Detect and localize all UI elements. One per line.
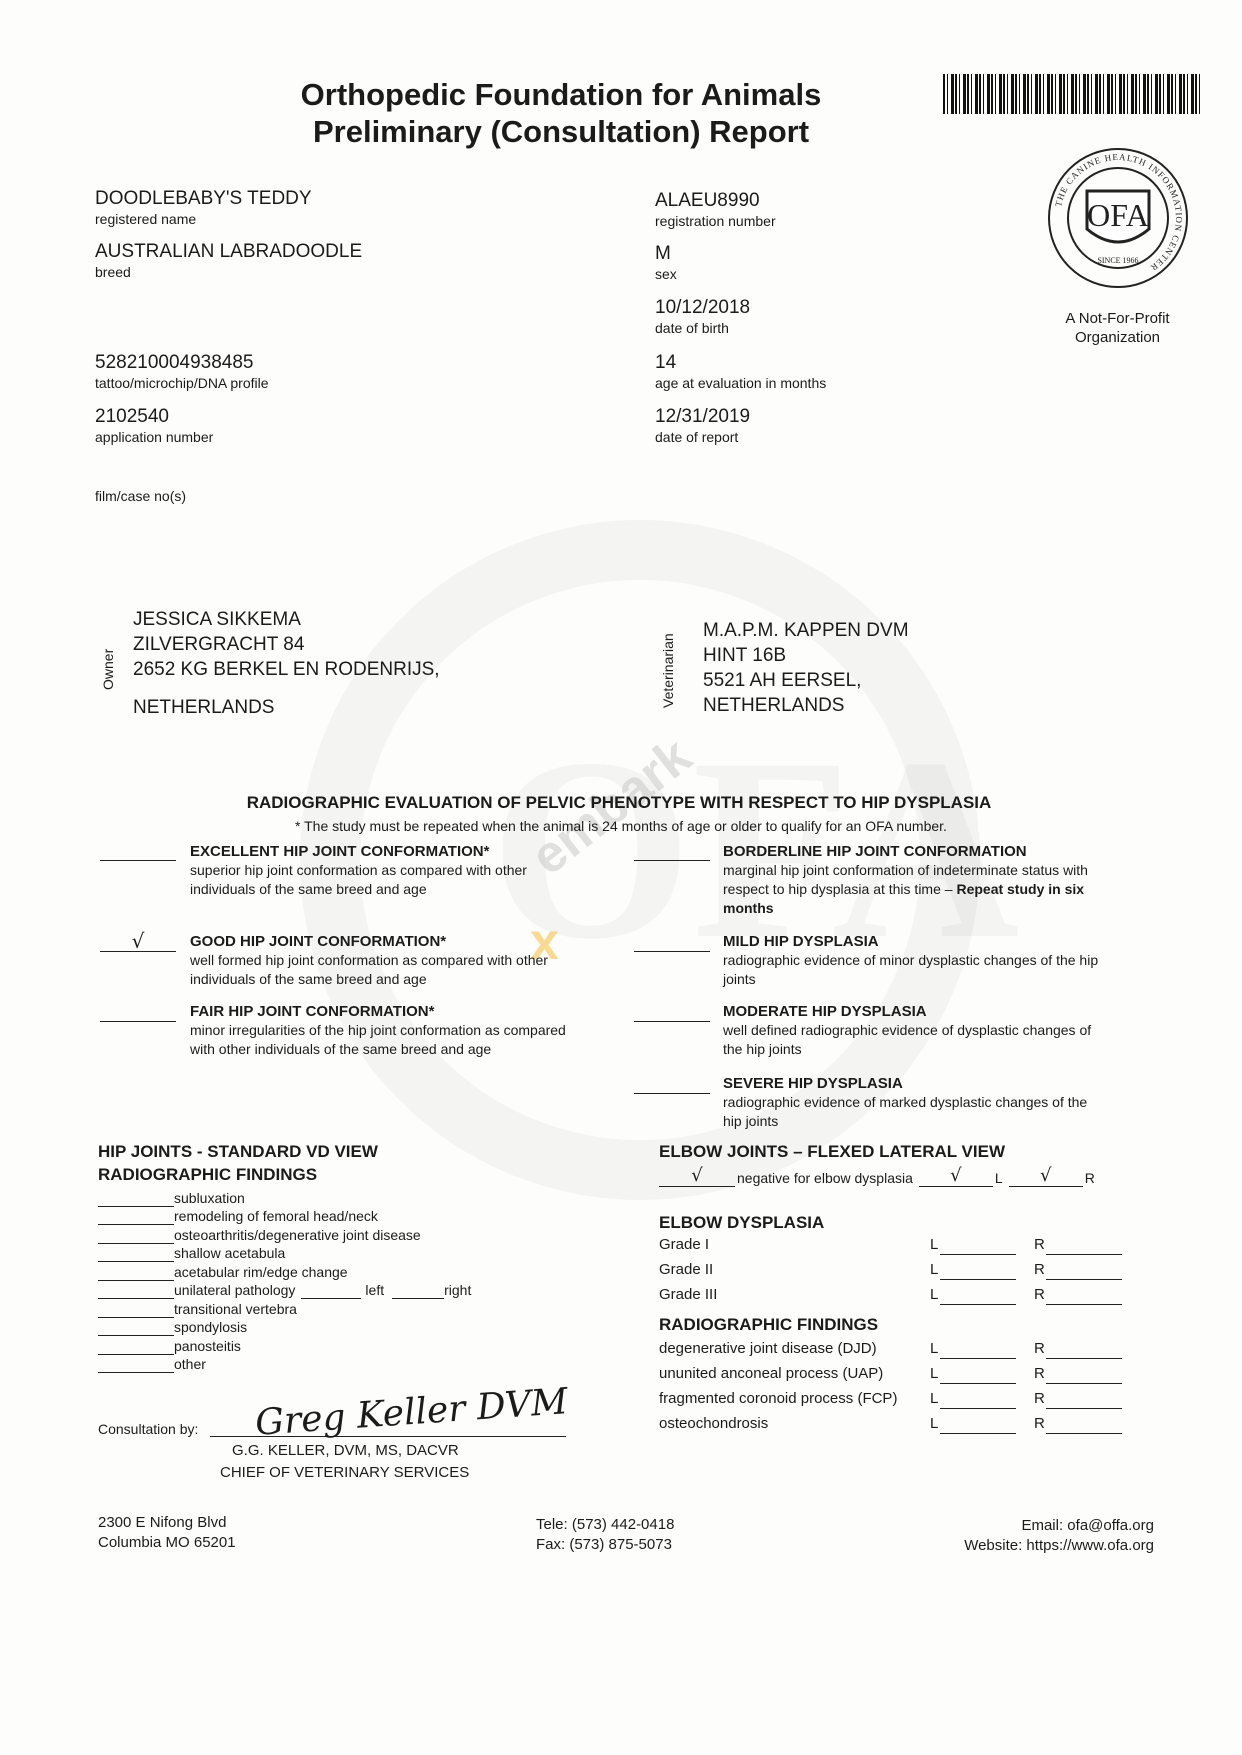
elbow-negative-mark: √ (659, 1168, 735, 1187)
elbow-findings-title: RADIOGRAPHIC FINDINGS (659, 1315, 879, 1334)
consult-name: G.G. KELLER, DVM, MS, DACVR (232, 1442, 459, 1459)
owner-vertical-label: Owner (100, 648, 116, 690)
footer-addr1: 2300 E Nifong Blvd (98, 1514, 227, 1531)
elbow-grade-row-l-label: L (930, 1261, 939, 1278)
borderline-desc2-text: respect to hip dysplasia at this time – (723, 881, 957, 897)
borderline-desc1: marginal hip joint conformation of indeterminate status with (723, 862, 1088, 878)
footer-tel: Tele: (573) 442-0418 (536, 1516, 675, 1533)
elbow-grade-row-label: Grade III (659, 1286, 718, 1303)
option-mild (723, 933, 1153, 989)
fair-title: FAIR HIP JOINT CONFORMATION* (190, 1003, 435, 1020)
unilateral-left-label: left (365, 1282, 385, 1298)
fair-desc1: minor irregularities of the hip joint conformation as compared (190, 1022, 566, 1038)
borderline-desc2 (723, 880, 1153, 899)
dob-label: date of birth (655, 320, 729, 336)
consult-role: CHIEF OF VETERINARY SERVICES (220, 1464, 470, 1481)
elbow-finding-row-label: degenerative joint disease (DJD) (659, 1340, 877, 1357)
elbow-grade-row-l-blank (940, 1263, 1016, 1280)
elbow-grade-row-r-blank (1046, 1238, 1122, 1255)
elbow-grade-row-l-blank (940, 1238, 1016, 1255)
mild-desc1: radiographic evidence of minor dysplastic changes of the hip (723, 952, 1099, 968)
elbow-l-label: L (994, 1170, 1003, 1186)
vet-line1: M.A.P.M. KAPPEN DVM (703, 620, 909, 641)
elbow-finding-row (659, 1415, 1129, 1440)
elbow-grade-row-r-label: R (1034, 1286, 1045, 1303)
elbow-title: ELBOW JOINTS – FLEXED LATERAL VIEW (659, 1142, 1006, 1161)
elbow-grade-row (659, 1261, 1129, 1286)
elbow-grades (659, 1236, 1129, 1311)
hip-finding-row (98, 1207, 618, 1226)
evaluation-note: * The study must be repeated when the animal is 24 months of age or older to qualify for an OFA number. (295, 818, 947, 834)
registration-number-label: registration number (655, 213, 776, 229)
option-good (190, 933, 620, 989)
elbow-finding-row-label: osteochondrosis (659, 1415, 769, 1432)
seal-since-text: SINCE 1966 (1097, 256, 1139, 265)
elbow-finding-row-r-blank (1046, 1392, 1122, 1409)
elbow-grade-row-r-label: R (1034, 1261, 1045, 1278)
elbow-grade-row-r-label: R (1034, 1236, 1045, 1253)
severe-desc1: radiographic evidence of marked dysplastic changes of the (723, 1094, 1088, 1110)
seal-center-text: OFA (1087, 197, 1149, 233)
vet-line2: HINT 16B (703, 645, 787, 666)
option-fair (190, 1003, 620, 1059)
moderate-desc1: well defined radiographic evidence of dysplastic changes of (723, 1022, 1092, 1038)
elbow-finding-row-l-label: L (930, 1340, 939, 1357)
microchip-label: tattoo/microchip/DNA profile (95, 375, 269, 391)
excellent-desc2: individuals of the same breed and age (190, 881, 427, 897)
borderline-title: BORDERLINE HIP JOINT CONFORMATION (723, 843, 1027, 860)
elbow-negative-row (659, 1165, 1139, 1187)
hip-finding-row (98, 1262, 618, 1281)
elbow-r-label: R (1084, 1170, 1095, 1186)
vet-vertical-label: Veterinarian (660, 633, 676, 708)
elbow-finding-row-r-label: R (1034, 1415, 1045, 1432)
hip-finding-row (98, 1188, 618, 1207)
film-case-label: film/case no(s) (95, 488, 187, 504)
hip-finding-label: spondylosis (174, 1319, 248, 1335)
footer-website: Website: https://www.ofa.org (964, 1537, 1154, 1554)
elbow-finding-row (659, 1365, 1129, 1390)
elbow-finding-row-l-label: L (930, 1390, 939, 1407)
registered-name-value: DOODLEBABY'S TEDDY (95, 188, 312, 209)
hip-finding-label: remodeling of femoral head/neck (174, 1208, 378, 1224)
mild-title: MILD HIP DYSPLASIA (723, 933, 879, 950)
footer-addr2: Columbia MO 65201 (98, 1534, 236, 1551)
option-excellent (190, 843, 620, 899)
hip-finding-label: acetabular rim/edge change (174, 1263, 348, 1280)
seal-ring-text: THE CANINE HEALTH INFORMATION CENTER (1053, 151, 1185, 274)
elbow-negative-label: negative for elbow dysplasia (737, 1170, 913, 1186)
mild-desc2: joints (723, 971, 756, 987)
mild-blank (634, 929, 710, 952)
vet-address (703, 618, 909, 718)
hip-finding-row (98, 1336, 618, 1355)
vet-line4: NETHERLANDS (703, 695, 845, 716)
borderline-blank (634, 838, 710, 861)
hip-finding-blank (98, 1227, 174, 1244)
elbow-grade-row-l-label: L (930, 1236, 939, 1253)
ofa-seal-logo (1047, 147, 1189, 289)
fair-blank (100, 999, 176, 1022)
registration-number-value: ALAEU8990 (655, 190, 760, 211)
elbow-finding-row-l-label: L (930, 1365, 939, 1382)
good-desc1: well formed hip joint conformation as compared with other (190, 952, 548, 968)
elbow-grade-row-l-blank (940, 1288, 1016, 1305)
elbow-l-mark: √ (919, 1168, 993, 1187)
hip-finding-label: unilateral pathology (174, 1282, 296, 1298)
footer-email: Email: ofa@offa.org (1021, 1517, 1154, 1534)
hip-finding-label: osteoarthritis/degenerative joint disease (174, 1226, 421, 1243)
elbow-grade-row (659, 1286, 1129, 1311)
good-title: GOOD HIP JOINT CONFORMATION* (190, 933, 447, 950)
hip-finding-label: panosteitis (174, 1337, 241, 1354)
elbow-finding-row-l-label: L (930, 1415, 939, 1432)
ofa-caption-line2: Organization (1074, 329, 1161, 346)
borderline-desc3: months (723, 900, 774, 916)
report-title-line1: Orthopedic Foundation for Animals (300, 77, 822, 112)
evaluation-title: RADIOGRAPHIC EVALUATION OF PELVIC PHENOTYPE WITH RESPECT TO HIP DYSPLASIA (246, 793, 992, 812)
ofa-caption (1035, 309, 1200, 347)
elbow-finding-row-r-blank (1046, 1342, 1122, 1359)
footer-address (98, 1513, 236, 1553)
option-borderline (723, 843, 1153, 918)
moderate-desc2: the hip joints (723, 1041, 802, 1057)
hip-finding-row (98, 1225, 618, 1244)
elbow-grade-row-label: Grade I (659, 1236, 710, 1253)
hip-finding-blank (98, 1245, 174, 1262)
elbow-finding-row-r-blank (1046, 1417, 1122, 1434)
elbow-finding-row-l-blank (940, 1417, 1016, 1434)
hip-finding-label: transitional vertebra (174, 1300, 297, 1317)
hip-finding-blank (98, 1356, 174, 1373)
hip-finding-blank (98, 1190, 174, 1207)
elbow-finding-row-l-blank (940, 1392, 1016, 1409)
unilateral-left-blank (301, 1282, 361, 1299)
hip-finding-row (98, 1318, 618, 1337)
hip-finding-blank (98, 1338, 174, 1355)
hip-finding-label: subluxation (174, 1189, 245, 1206)
breed-value: AUSTRALIAN LABRADOODLE (95, 241, 363, 262)
excellent-desc1: superior hip joint conformation as compared with other (190, 862, 527, 878)
sex-value: M (655, 243, 671, 264)
elbow-finding-row-r-label: R (1034, 1365, 1045, 1382)
hip-finding-row (98, 1281, 618, 1300)
elbow-r-mark: √ (1009, 1168, 1083, 1187)
elbow-finding-row-label: fragmented coronoid process (FCP) (659, 1390, 898, 1407)
hip-finding-row (98, 1355, 618, 1374)
consult-label: Consultation by: (98, 1421, 199, 1437)
application-number-value: 2102540 (95, 406, 169, 427)
elbow-grade-row (659, 1236, 1129, 1261)
elbow-grade-row-l-label: L (930, 1286, 939, 1303)
unilateral-right-blank (392, 1282, 444, 1299)
good-blank (100, 929, 176, 952)
vet-line3: 5521 AH EERSEL, (703, 670, 862, 691)
elbow-finding-row-r-label: R (1034, 1390, 1045, 1407)
hip-findings-title2: RADIOGRAPHIC FINDINGS (98, 1165, 318, 1184)
hip-finding-row (98, 1244, 618, 1263)
hip-finding-blank (98, 1208, 174, 1225)
owner-line1: JESSICA SIKKEMA (133, 609, 301, 630)
owner-line3: 2652 KG BERKEL EN RODENRIJS, (133, 659, 440, 680)
excellent-title: EXCELLENT HIP JOINT CONFORMATION* (190, 843, 490, 860)
age-label: age at evaluation in months (655, 375, 827, 391)
elbow-finding-row (659, 1390, 1129, 1415)
hip-finding-row (98, 1299, 618, 1318)
elbow-dysplasia-title: ELBOW DYSPLASIA (659, 1213, 825, 1232)
ofa-caption-line1: A Not-For-Profit (1065, 310, 1170, 327)
elbow-grade-row-r-blank (1046, 1288, 1122, 1305)
elbow-finding-row-l-blank (940, 1342, 1016, 1359)
unilateral-right-label: right (444, 1282, 472, 1298)
age-value: 14 (655, 352, 677, 373)
report-date-label: date of report (655, 429, 739, 445)
report-date-value: 12/31/2019 (655, 406, 751, 427)
hip-finding-label: other (174, 1356, 206, 1372)
borderline-desc2-bold: Repeat study in six (956, 881, 1085, 897)
elbow-finding-row-l-blank (940, 1367, 1016, 1384)
hip-findings-list (98, 1188, 618, 1373)
application-number-label: application number (95, 429, 214, 445)
signature: Greg Keller DVM (253, 1381, 570, 1444)
elbow-grade-row-r-blank (1046, 1263, 1122, 1280)
footer-phone (536, 1515, 674, 1555)
report-title-line2: Preliminary (Consultation) Report (312, 114, 810, 149)
dob-value: 10/12/2018 (655, 297, 751, 318)
hip-findings-title1: HIP JOINTS - STANDARD VD VIEW (98, 1142, 378, 1161)
elbow-finding-row-r-label: R (1034, 1340, 1045, 1357)
barcode (943, 74, 1203, 114)
footer-contact (870, 1516, 1154, 1556)
moderate-title: MODERATE HIP DYSPLASIA (723, 1003, 927, 1020)
elbow-finding-row-r-blank (1046, 1367, 1122, 1384)
good-desc2: individuals of the same breed and age (190, 971, 427, 987)
elbow-findings (659, 1340, 1129, 1440)
hip-finding-blank (98, 1264, 174, 1281)
owner-line2: ZILVERGRACHT 84 (133, 634, 305, 655)
elbow-finding-row (659, 1340, 1129, 1365)
embark-logo-mark: x (530, 913, 559, 971)
embark-watermark: embark (520, 726, 703, 887)
option-severe (723, 1075, 1153, 1131)
owner-address (133, 607, 440, 720)
elbow-grade-row-label: Grade II (659, 1261, 714, 1278)
option-moderate (723, 1003, 1153, 1059)
moderate-blank (634, 999, 710, 1022)
fair-desc2: with other individuals of the same breed and age (190, 1041, 492, 1057)
hip-finding-blank (98, 1282, 174, 1299)
severe-blank (634, 1071, 710, 1094)
breed-label: breed (95, 264, 131, 280)
hip-finding-blank (98, 1319, 174, 1336)
elbow-finding-row-label: ununited anconeal process (UAP) (659, 1365, 884, 1382)
microchip-value: 528210004938485 (95, 352, 254, 373)
registered-name-label: registered name (95, 211, 197, 227)
footer-fax: Fax: (573) 875-5073 (536, 1536, 672, 1553)
hip-finding-blank (98, 1301, 174, 1318)
owner-line4: NETHERLANDS (133, 697, 275, 718)
severe-desc2: hip joints (723, 1113, 779, 1129)
good-mark: √ (131, 929, 145, 953)
excellent-blank (100, 838, 176, 861)
sex-label: sex (655, 266, 677, 282)
hip-finding-label: shallow acetabula (174, 1245, 286, 1261)
severe-title: SEVERE HIP DYSPLASIA (723, 1075, 903, 1092)
